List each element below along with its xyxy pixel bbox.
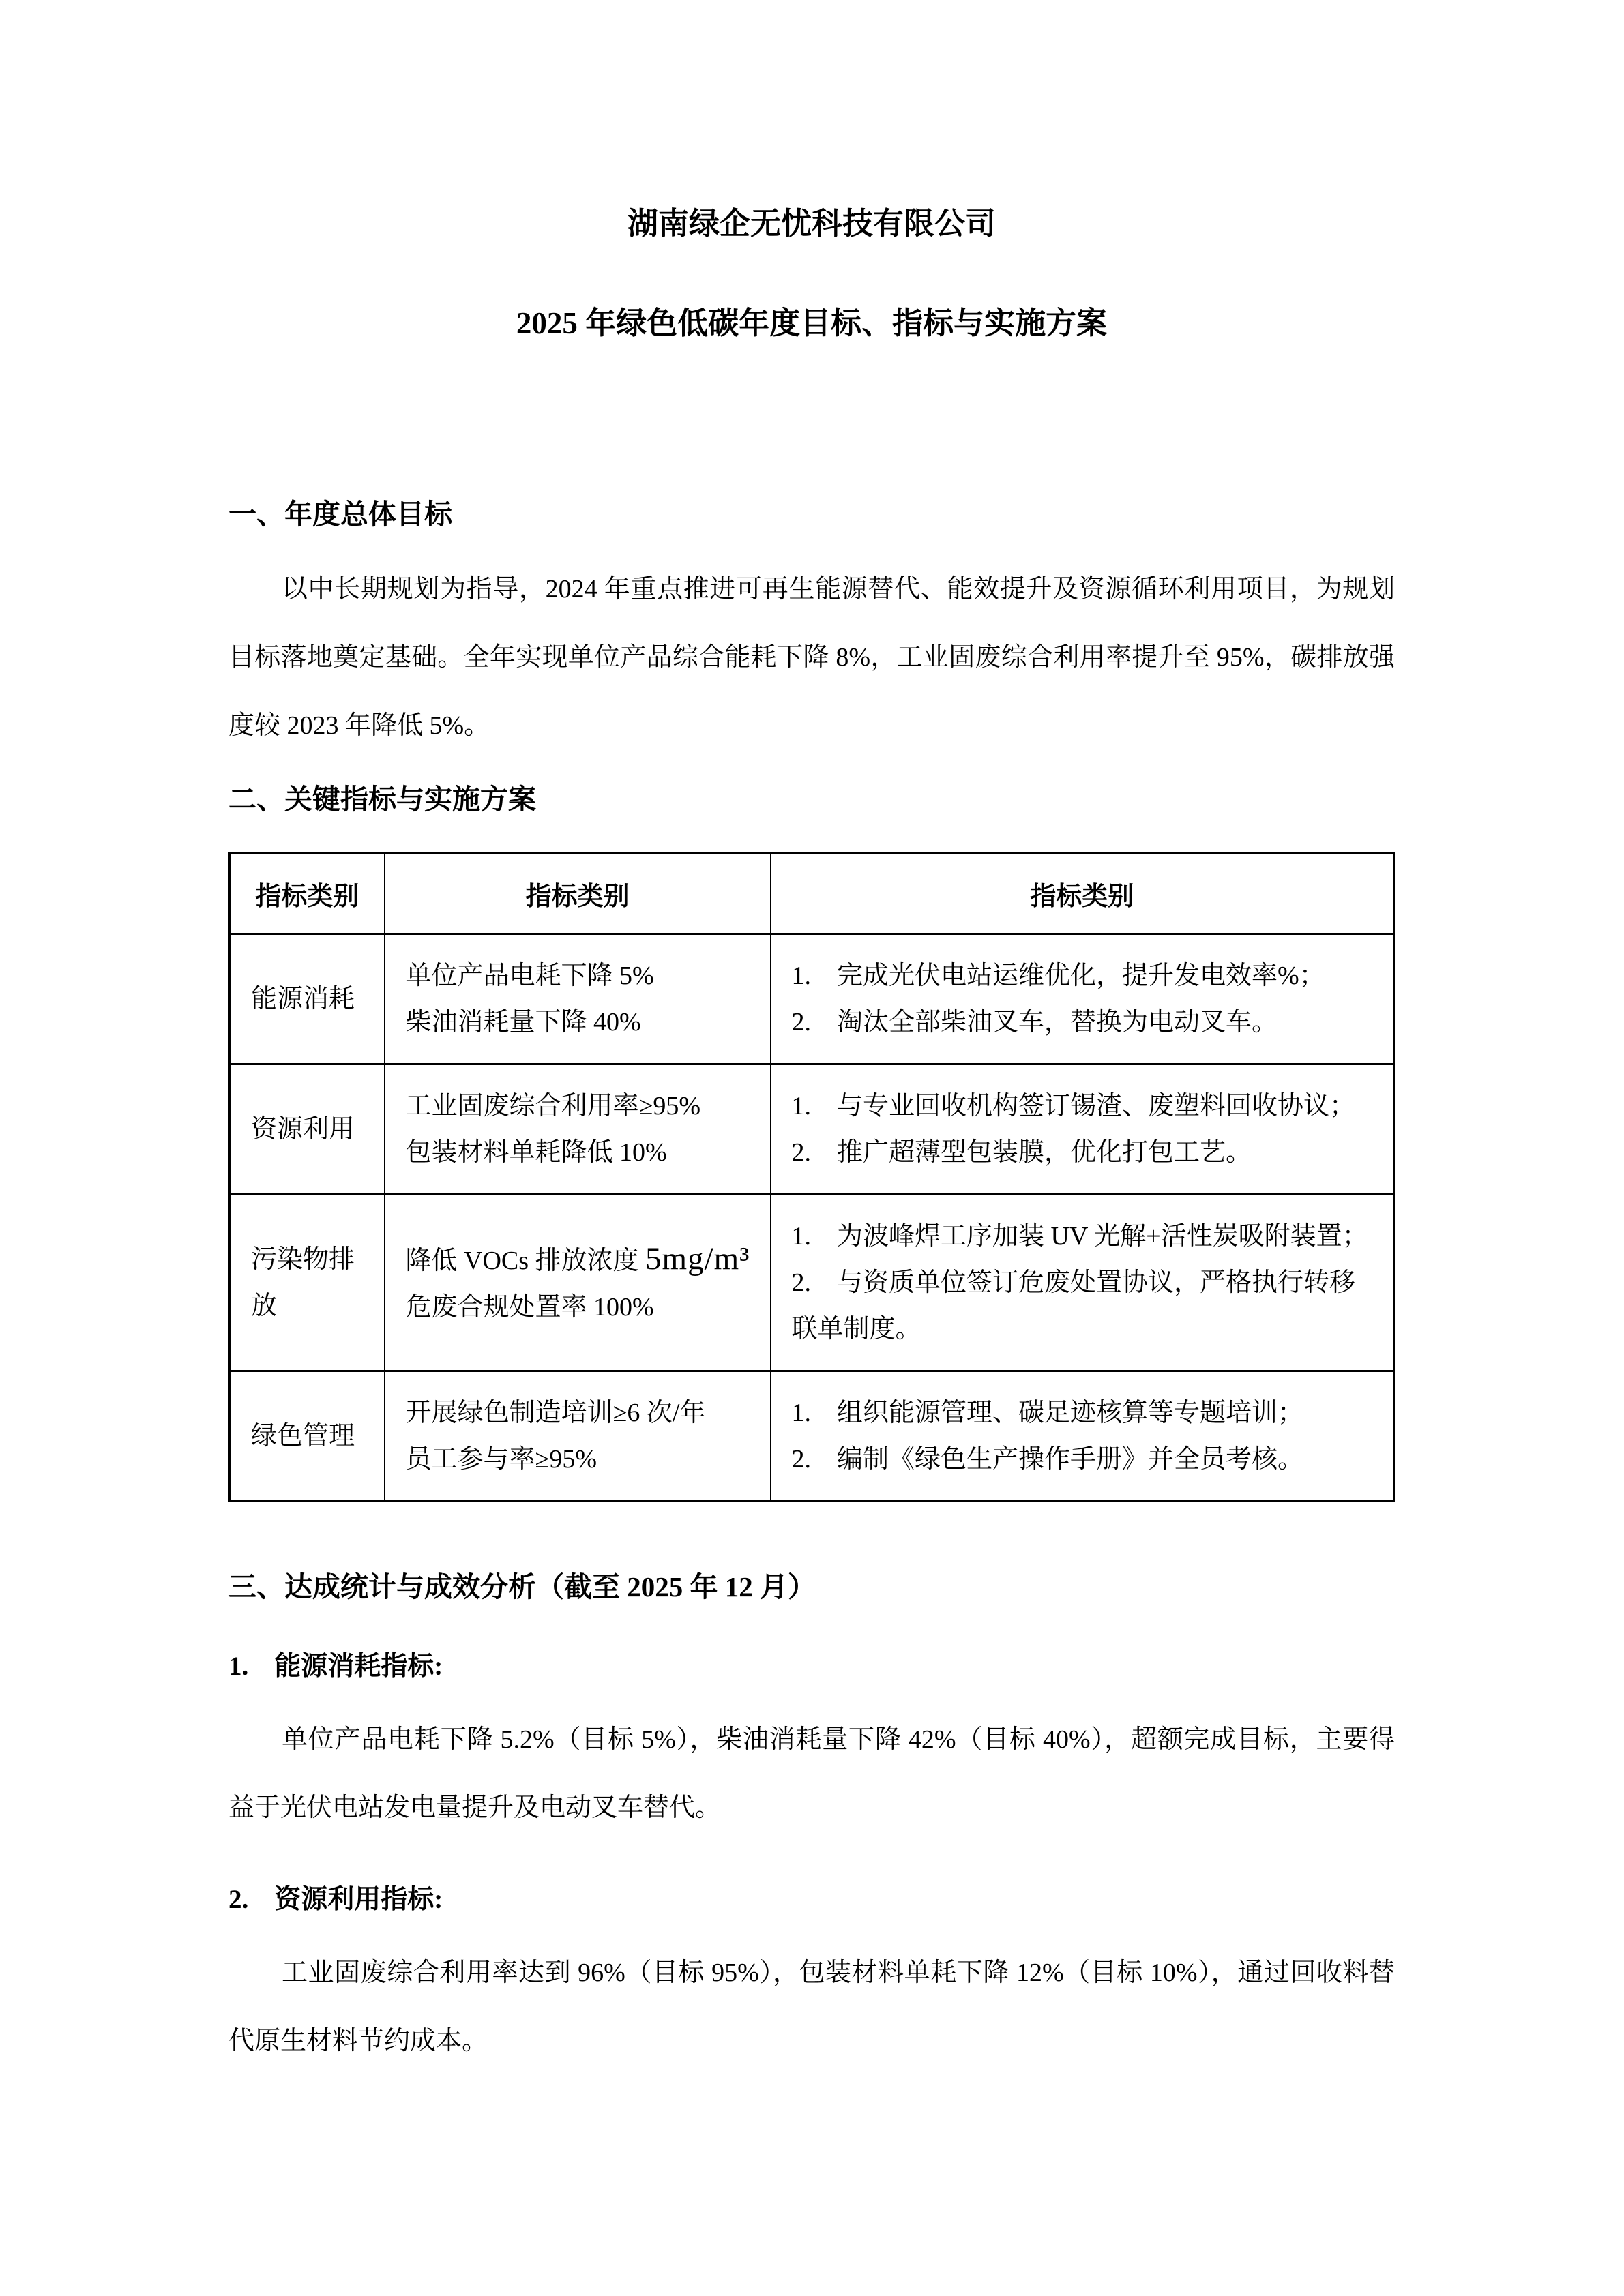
measure-line: 2. 推广超薄型包装膜，优化打包工艺。 bbox=[791, 1138, 1252, 1167]
kpi-table bbox=[228, 852, 1395, 1502]
table-header-row bbox=[230, 854, 1394, 934]
doc-subtitle: 2025 年绿色低碳年度目标、指标与实施方案 bbox=[516, 306, 1108, 340]
measure-line: 2. 编制《绿色生产操作手册》并全员考核。 bbox=[791, 1445, 1304, 1474]
target-line: 开展绿色制造培训≥6 次/年 bbox=[405, 1399, 706, 1427]
target-line: 柴油消耗量下降 40% bbox=[405, 1008, 641, 1037]
measure-line: 1. 为波峰焊工序加装 UV 光解+活性炭吸附装置； bbox=[791, 1222, 1368, 1251]
targets-cell bbox=[385, 934, 771, 1064]
target-line bbox=[406, 1236, 754, 1284]
measure-line: 1. 完成光伏电站运维优化，提升发电效率%； bbox=[791, 961, 1325, 990]
targets-cell bbox=[385, 1371, 771, 1502]
table-row-energy bbox=[230, 934, 1394, 1064]
target-line: 单位产品电耗下降 5% bbox=[405, 961, 654, 990]
table-row-pollutant bbox=[230, 1195, 1394, 1371]
section-results-heading: 三、达成统计与成效分析（截至 2025 年 12 月） bbox=[228, 1571, 816, 1602]
measures-cell bbox=[771, 1195, 1394, 1371]
overall-paragraph: 以中长期规划为指导，2024 年重点推进可再生能源替代、能效提升及资源循环利用项目，为规划目标落地奠定基础。全年实现单位产品综合能耗下降 8%，工业固废综合利用率提升至 95%，碳排放强度较 2023 年降低 5%。 bbox=[228, 575, 1395, 740]
category-cell: 资源利用 bbox=[230, 1064, 385, 1195]
measure-line: 1. 与专业回收机构签订锡渣、废塑料回收协议； bbox=[791, 1092, 1356, 1120]
result-item-label: 能源消耗指标: bbox=[274, 1652, 443, 1681]
section-overall-heading: 一、年度总体目标 bbox=[228, 498, 452, 530]
target-text: 降低 VOCs 排放浓度 bbox=[405, 1246, 646, 1275]
result-item-heading bbox=[228, 1879, 1395, 1921]
targets-cell bbox=[385, 1064, 771, 1195]
measure-line: 2. 淘汰全部柴油叉车，替换为电动叉车。 bbox=[791, 1008, 1278, 1037]
result-item-label: 资源利用指标: bbox=[274, 1885, 443, 1914]
table-header-cell-category: 指标类别 bbox=[230, 854, 385, 934]
section-kpi-heading: 二、关键指标与实施方案 bbox=[228, 784, 536, 815]
category-cell: 绿色管理 bbox=[230, 1371, 385, 1502]
target-line: 危废合规处置率 100% bbox=[405, 1292, 654, 1322]
result-item-paragraph: 工业固废综合利用率达到 96%（目标 95%），包装材料单耗下降 12%（目标 10%），通过回收料替代原生材料节约成本。 bbox=[228, 1958, 1395, 2055]
measure-line: 2. 与资质单位签订危废处置协议，严格执行转移联单制度。 bbox=[791, 1268, 1356, 1343]
measure-line: 1. 组织能源管理、碳足迹核算等专题培训； bbox=[791, 1399, 1304, 1427]
result-item-paragraph: 单位产品电耗下降 5.2%（目标 5%），柴油消耗量下降 42%（目标 40%），超额完成目标，主要得益于光伏电站发电量提升及电动叉车替代。 bbox=[228, 1725, 1395, 1822]
measures-cell bbox=[771, 934, 1394, 1064]
result-item-number: 1. bbox=[228, 1652, 249, 1681]
result-item-heading bbox=[228, 1645, 1395, 1688]
target-line: 工业固废综合利用率≥95% bbox=[405, 1092, 701, 1120]
category-cell: 污染物排放 bbox=[230, 1195, 385, 1371]
table-header-cell-targets: 指标类别 bbox=[385, 854, 771, 934]
result-item-number: 2. bbox=[228, 1885, 249, 1914]
category-cell: 能源消耗 bbox=[230, 934, 385, 1064]
target-line: 员工参与率≥95% bbox=[405, 1445, 597, 1474]
measures-cell bbox=[771, 1064, 1394, 1195]
doc-title: 湖南绿企无忧科技有限公司 bbox=[627, 207, 996, 241]
table-row-resource bbox=[230, 1064, 1394, 1195]
target-emphasis: 5mg/m³ bbox=[645, 1240, 750, 1277]
table-row-management bbox=[230, 1371, 1394, 1502]
table-header-cell-measures: 指标类别 bbox=[771, 854, 1394, 934]
measures-cell bbox=[771, 1371, 1394, 1502]
targets-cell bbox=[385, 1195, 771, 1371]
target-line: 包装材料单耗降低 10% bbox=[405, 1138, 667, 1167]
